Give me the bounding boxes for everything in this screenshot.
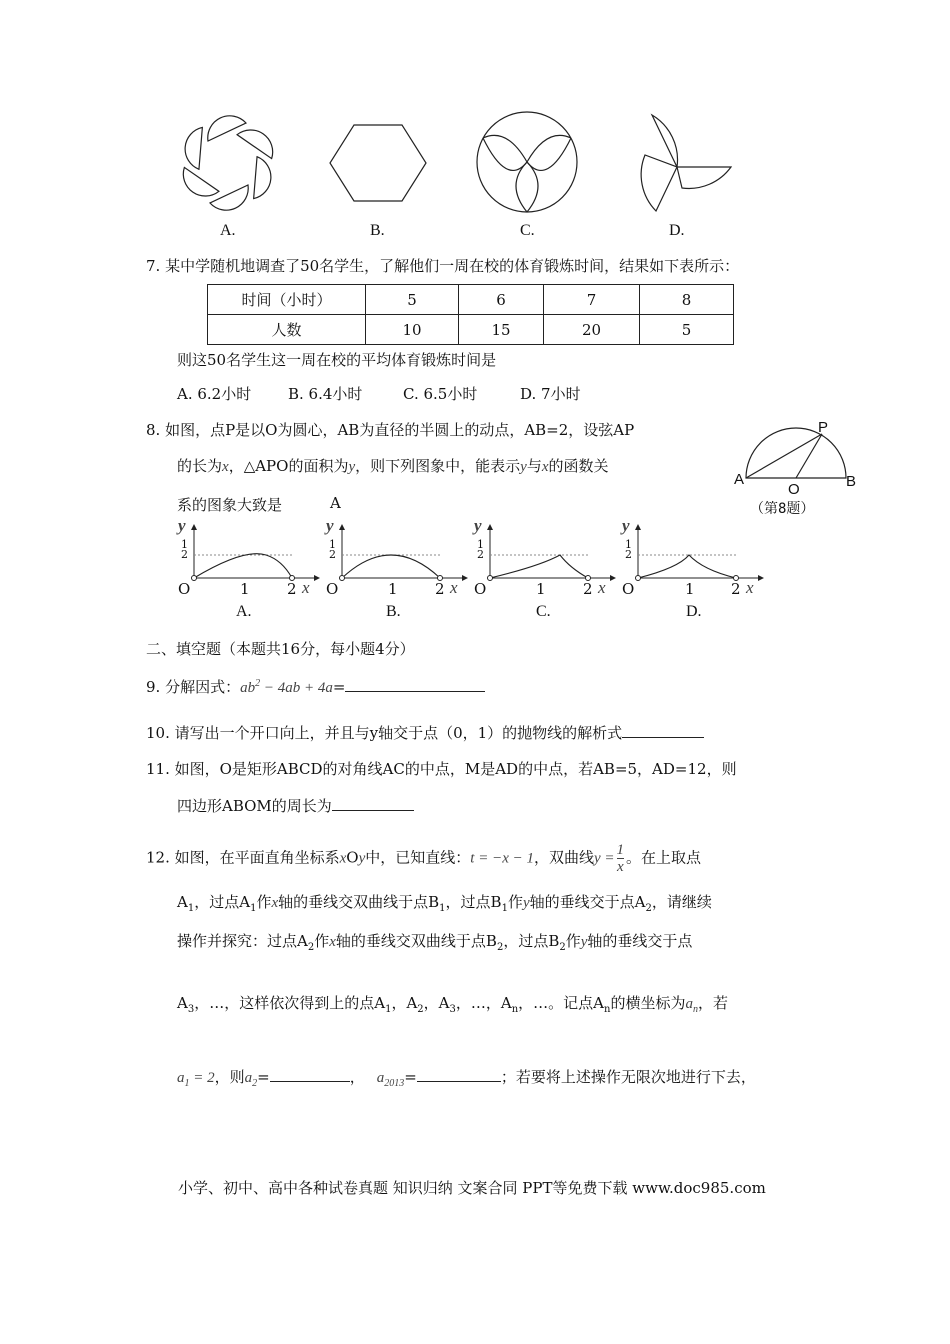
sub: n: [604, 1004, 611, 1015]
table-cell: 20: [544, 315, 640, 345]
sub: 2: [307, 942, 315, 953]
denominator: x: [616, 859, 624, 875]
var-x: x: [222, 459, 229, 475]
graph-origin: O: [178, 580, 191, 598]
graph-half: [181, 540, 188, 560]
sub: 1: [501, 903, 508, 914]
q12-a2013-blank[interactable]: [417, 1067, 501, 1082]
q8-label-o: O: [788, 481, 800, 498]
numerator: 1: [616, 842, 625, 858]
q6-option-c: C.: [520, 222, 535, 239]
var: a: [685, 996, 693, 1012]
q7-table: [207, 284, 734, 345]
text: 的横坐标为: [610, 994, 686, 1012]
q8-line1: 8. 如图，点P是以O为圆心，AB为直径的半圆上的动点，AB=2，设弦AP: [146, 421, 635, 439]
text: ；若要将上述操作无限次地进行下去，: [500, 1068, 756, 1086]
text: 作: [256, 893, 272, 911]
text: ，请继续: [651, 893, 712, 911]
text: 10. 请写出一个开口向上，并且与y轴交于点（0，1）的抛物线的解析式: [146, 724, 623, 742]
q6-figure-c: [477, 112, 577, 212]
table-cell: 人数: [208, 315, 366, 345]
table-row: [208, 285, 734, 315]
q6-figure-a: [177, 116, 279, 210]
q8-label-b: B: [846, 473, 857, 490]
var: a: [177, 1070, 185, 1086]
q9: [146, 676, 485, 697]
table-row: [208, 315, 734, 345]
q12-a2-blank[interactable]: [270, 1067, 350, 1082]
q8-caption: （第8题）: [750, 501, 815, 517]
graph-half: [625, 540, 632, 560]
sub: 2013: [384, 1078, 405, 1089]
graph-half: [329, 540, 336, 560]
sub: 2: [559, 942, 566, 953]
graph-tick-2: 2: [583, 580, 593, 598]
sub: n: [511, 1004, 519, 1015]
half-num: 1: [625, 538, 632, 551]
text: ，…，A: [455, 994, 512, 1012]
table-cell: 时间（小时）: [208, 285, 366, 315]
sub: 1: [439, 903, 446, 914]
q11-line2: [177, 795, 414, 816]
half-num: 1: [329, 538, 336, 551]
expr: ab: [240, 680, 256, 696]
q6-figures: [160, 105, 760, 220]
table-cell: 10: [366, 315, 459, 345]
q10: [146, 722, 704, 743]
text: ，…，这样依次得到上的点A: [194, 994, 386, 1012]
text: =: [404, 1068, 417, 1086]
table-cell: 5: [366, 285, 459, 315]
text: 作: [565, 932, 581, 950]
var-y: y: [348, 459, 356, 475]
section-2-heading: 二、填空题（本题共16分，每小题4分）: [146, 640, 415, 658]
graph-tick-1: 1: [536, 580, 546, 598]
q11-line1: 11. 如图，O是矩形ABCD的对角线AC的中点，M是AD的中点，若AB=5，AD=12，则: [146, 760, 737, 778]
q6-option-b: B.: [370, 222, 385, 239]
graph-origin: O: [474, 580, 487, 598]
graph-tick-2: 2: [731, 580, 741, 598]
half-num: 1: [477, 538, 484, 551]
graph-tick-2: 2: [435, 580, 445, 598]
q7-stem: 7. 某中学随机地调查了50名学生，了解他们一周在校的体育锻炼时间，结果如下表所示：: [146, 257, 740, 275]
q8-line2: [177, 455, 609, 476]
q8-label-p: P: [818, 419, 829, 436]
fraction: [617, 842, 625, 875]
graph-option-a: A.: [236, 603, 252, 620]
text: 的函数关: [548, 457, 609, 475]
q11-answer-blank[interactable]: [332, 796, 414, 811]
half-den: 2: [625, 548, 632, 561]
graph-tick-1: 1: [388, 580, 398, 598]
q8-label-a: A: [734, 471, 745, 488]
sub: 2: [252, 1078, 258, 1089]
graph-option-d: D.: [686, 603, 702, 620]
text: ，过点A: [194, 893, 251, 911]
var: y: [522, 895, 530, 911]
text: O: [346, 848, 359, 867]
text: ，过点B: [445, 893, 502, 911]
q7-choice-a: A. 6.2小时: [177, 385, 252, 403]
var: a: [244, 1070, 253, 1086]
q12-line2: [177, 891, 712, 914]
q6-option-d: D.: [669, 222, 685, 239]
sub: 1: [250, 903, 257, 914]
text: ，过点B: [503, 932, 560, 950]
text: 。在上取点: [626, 848, 702, 867]
text: ，: [349, 1068, 365, 1086]
graph-origin: O: [326, 580, 339, 598]
sub: 1: [187, 903, 195, 914]
q9-answer-blank[interactable]: [345, 677, 485, 692]
graph-option-b: B.: [386, 603, 401, 620]
graph-x-label: x: [302, 578, 310, 597]
expr: t = −x − 1: [470, 850, 534, 867]
sub: 1: [385, 1004, 392, 1015]
q6-option-a: A.: [220, 222, 236, 239]
sub: 2: [496, 942, 504, 953]
graph-x-label: x: [598, 578, 606, 597]
q6-figure-b: [330, 125, 426, 201]
var: y: [358, 850, 366, 867]
text: 操作并探究：过点A: [177, 932, 308, 950]
graph-origin: O: [622, 580, 635, 598]
q7-choice-d: D. 7小时: [520, 385, 581, 403]
var: a: [376, 1070, 385, 1086]
page-footer: 小学、初中、高中各种试卷真题 知识归纳 文案合同 PPT等免费下载 www.doc985.com: [178, 1179, 766, 1197]
half-den: 2: [477, 548, 484, 561]
graph-y-label: y: [326, 516, 334, 535]
graph-y-label: y: [178, 516, 186, 535]
var-y: y: [520, 459, 527, 475]
text: A: [177, 994, 188, 1012]
sub: 1: [184, 1078, 190, 1089]
var: x: [271, 895, 279, 911]
text: ，则下列图象中，能表示: [355, 457, 521, 475]
text: ，双曲线: [534, 848, 595, 867]
q12-line1: [146, 842, 701, 875]
graph-y-label: y: [474, 516, 482, 535]
text: A: [177, 893, 188, 911]
text: 轴的垂线交于点: [587, 932, 693, 950]
text: 四边形ABOM的周长为: [177, 797, 332, 815]
expr: y =: [594, 850, 615, 867]
sub: 2: [417, 1004, 424, 1015]
graph-tick-2: 2: [287, 580, 297, 598]
sup: 2: [255, 678, 261, 689]
text: 12. 如图，在平面直角坐标系: [146, 848, 340, 867]
text: 轴的垂线交双曲线于点B: [335, 932, 497, 950]
sub: 2: [645, 903, 652, 914]
graph-tick-1: 1: [240, 580, 250, 598]
text: 的长为: [177, 457, 223, 475]
graph-y-label: y: [622, 516, 630, 535]
q7-choice-c: C. 6.5小时: [403, 385, 478, 403]
q12-line4: [177, 992, 728, 1015]
var-x: x: [541, 459, 549, 475]
half-num: 1: [181, 538, 188, 551]
text: ，A: [423, 994, 450, 1012]
sub: 3: [449, 1004, 456, 1015]
graph-x-label: x: [746, 578, 754, 597]
sub: 3: [187, 1004, 195, 1015]
text: ，A: [391, 994, 418, 1012]
table-cell: 8: [640, 285, 734, 315]
q8-line3: 系的图象大致是: [177, 496, 283, 514]
text: ，△APO的面积为: [228, 457, 349, 475]
expr: = 2: [189, 1070, 215, 1086]
q7-choice-b: B. 6.4小时: [288, 385, 363, 403]
half-den: 2: [181, 548, 188, 561]
table-cell: 7: [544, 285, 640, 315]
graph-x-label: x: [450, 578, 458, 597]
text: 与: [526, 457, 542, 475]
text: =: [332, 678, 346, 696]
q12-line3: [177, 930, 692, 953]
half-den: 2: [329, 548, 336, 561]
text: ，…。记点A: [518, 994, 605, 1012]
text: 轴的垂线交双曲线于点B: [278, 893, 440, 911]
graph-half: [477, 540, 484, 560]
expr: − 4ab + 4a: [260, 680, 333, 696]
table-cell: 15: [459, 315, 544, 345]
var: x: [339, 850, 347, 867]
q7-question: 则这50名学生这一周在校的平均体育锻炼时间是: [177, 351, 497, 369]
sub: n: [692, 1004, 698, 1015]
table-cell: 6: [459, 285, 544, 315]
text: 作: [314, 932, 330, 950]
var: x: [329, 934, 336, 950]
text: =: [257, 1068, 270, 1086]
table-cell: 5: [640, 315, 734, 345]
graph-tick-1: 1: [685, 580, 695, 598]
text: ，若: [697, 994, 728, 1012]
var: y: [580, 934, 588, 950]
q6-figure-d: [641, 115, 731, 211]
text: 轴的垂线交于点A: [529, 893, 646, 911]
q10-answer-blank[interactable]: [622, 723, 704, 738]
q12-line5: [177, 1066, 756, 1089]
graph-option-c: C.: [536, 603, 551, 620]
text: 9. 分解因式：: [146, 678, 241, 696]
text: 中，已知直线：: [365, 848, 471, 867]
text: ，则: [214, 1068, 245, 1086]
text: 作: [507, 893, 523, 911]
q8-answer: A: [330, 494, 341, 512]
